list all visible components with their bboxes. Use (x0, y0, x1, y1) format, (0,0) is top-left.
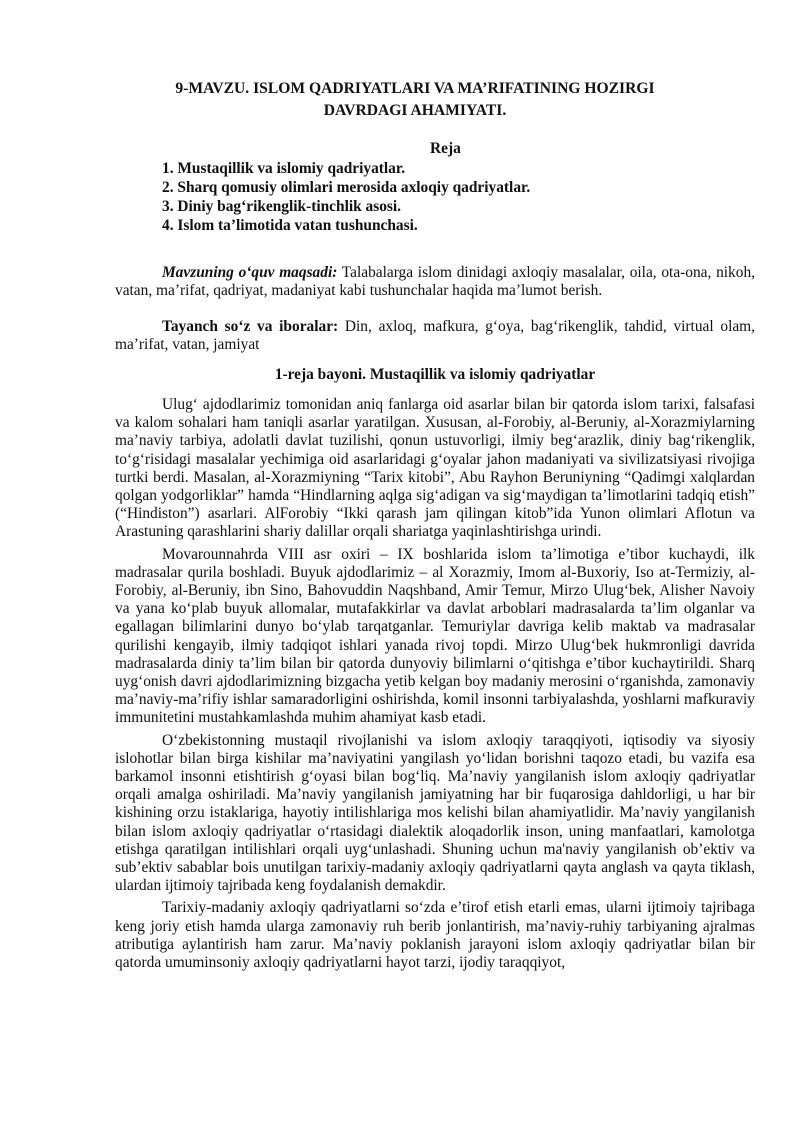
goal-paragraph (115, 264, 755, 300)
section-body (115, 396, 755, 976)
plan-item: 1. Mustaqillik va islomiy qadriyatlar. (162, 160, 406, 177)
section-heading: 1-reja bayoni. Mustaqillik va islomiy qadriyatlar (274, 366, 596, 383)
title-line-2: DAVRDAGI AHAMIYATI. (323, 102, 507, 119)
plan-item: 2. Sharq qomusiy olimlari merosida axloqiy qadriyatlar. (162, 179, 531, 196)
title-line-1: 9-MAVZU. ISLOM QADRIYATLARI VA MA’RIFATINING HOZIRGI (175, 80, 655, 97)
plan-item: 4. Islom ta’limotida vatan tushunchasi. (162, 217, 418, 234)
body-paragraph: Movarounnahrda VIII asr oxiri – IX boshlarida islom ta’limotiga e’tibor kuchaydi, ilk madrasalar qurila boshladi. Buyuk ajdodlarimiz – al Xorazmiy, Imom al-Buxoriy, Iso at-Termiziy, al-Forobiy, al-Beruniy, ibn Sino, Bahovuddin Naqshband, Amir Temur, Mirzo Ulug‘bek, Alisher Navoiy va yana ko‘plab buyuk allomalar, mutafakkirlar va davlat arboblari madrasalarda ta’lim olganlar va egallagan bilimlarini dunyo bo‘ylab tarqatganlar. Temuriylar davriga kelib maktab va madrasalar qurilishi kengayib, ilmiy tadqiqot ishlari yanada rivoj topdi. Mirzo Ulug‘bek hukmronligi davrida madrasalarda diniy ta’lim bilan bir qatorda dunyoviy bilimlarni o‘qitishga e’tibor kuchaytirildi. Sharq uyg‘onish davri ajdodlarimizning bizgacha yetib kelgan boy madaniy merosini o‘rganishda, zamonaviy ma’naviy-ma’rifiy ishlar samaradorligini oshirishda, komil insonni tarbiyalashda, yoshlarni mafkuraviy immunitetini mustahkamlashda muhim ahamiyat kasb etadi. (115, 545, 755, 727)
keywords-text: Din, axloq, mafkura, g‘oya, bag‘rikenglik, tahdid, virtual olam, ma’rifat, vatan, jamiyat (115, 318, 755, 354)
plan-heading: Reja (430, 140, 461, 157)
goal-label: Mavzuning o‘quv maqsadi: (162, 264, 338, 281)
keywords-paragraph (115, 318, 755, 354)
plan-item: 3. Diniy bag‘rikenglik-tinchlik asosi. (162, 198, 402, 215)
body-paragraph: Ulug‘ ajdodlarimiz tomonidan aniq fanlarga oid asarlar bilan bir qatorda islom tarixi, falsafasi va kalom sohalari ham taniqli asarlar yaratilgan. Xususan, al-Forobiy, al-Beruniy, al-Xorazmiylarning ma’naviy tarbiya, adolatli davlat tuzilishi, qonun ustuvorligi, ilmiy beg‘arazlik, diniy bag‘rikenglik, to‘g‘risidagi masalalar yechimiga oid asarlaridagi g‘oyalar jahon madaniyati va sivilizatsiyasi rivojiga turtki berdi. Masalan, al-Xorazmiyning “Tarix kitobi”, Abu Rayhon Beruniyning “Qadimgi xalqlardan qolgan yodgorliklar” hamda “Hindlarning aqlga sig‘adigan va sig‘maydigan ta’limotlarini tadqiq etish” (“Hindiston”) asarlari. AlForobiy “Ikki qarash jam qilingan kitob”ida Yunon olimlari Aflotun va Arastuning qarashlarini shariy dalillar orqali shariatga yaqinlashtirishga urindi. (115, 396, 755, 541)
keywords-label: Tayanch so‘z va iboralar: (162, 318, 339, 335)
body-paragraph: Tarixiy-madaniy axloqiy qadriyatlarni so‘zda e’tirof etish etarli emas, ularni ijtimoiy tajribaga keng joriy etish hamda ularga zamonaviy ruh berib jonlantirish, ma’naviy-ruhiy tarbiyaning ajralmas atributiga aylantirish ham zarur. Ma’naviy poklanish jarayoni islom axloqiy qadriyatlar bilan bir qatorda umuminsoniy axloqiy qadriyatlarni hayot tarzi, ijodiy taraqqiyot, (115, 899, 755, 972)
body-paragraph: O‘zbekistonning mustaqil rivojlanishi va islom axloqiy taraqqiyoti, iqtisodiy va siyosiy islohotlar bilan birga kishilar ma’naviyatini yangilash yo‘lidan borishni taqozo etadi, bu vazifa esa barkamol insonni etishtirish g‘oyasi bilan bog‘liq. Ma’naviy yangilanish islom axloqiy qadriyatlar orqali amalga oshiriladi. Ma’naviy yangilanish jamiyatning har bir fuqarosiga dahldorligi, u har bir kishining orzu istaklariga, hayotiy intilishlariga mos kelishi bilan ahamiyatlidir. Ma’naviy yangilanish bilan islom axloqiy qadriyatlar o‘rtasidagi dialektik aloqadorlik inson, uning manfaatlari, kamolotga etishga qaratilgan intilishlari orqali uyg‘unlashadi. Shuning uchun ma'naviy yangilanish ob’ektiv va sub’ektiv sabablar bois unutilgan tarixiy-madaniy axloqiy qadriyatlarni qayta anglash va qayta tiklash, ulardan ijtimoiy tajribada keng foydalanish demakdir. (115, 731, 755, 895)
plan-list (162, 159, 530, 235)
goal-text: Talabalarga islom dinidagi axloqiy masalalar, oila, ota-ona, nikoh, vatan, ma’rifat, qadriyat, madaniyat kabi tushunchalar haqida ma’lumot berish. (115, 264, 755, 300)
page-title (115, 78, 715, 122)
